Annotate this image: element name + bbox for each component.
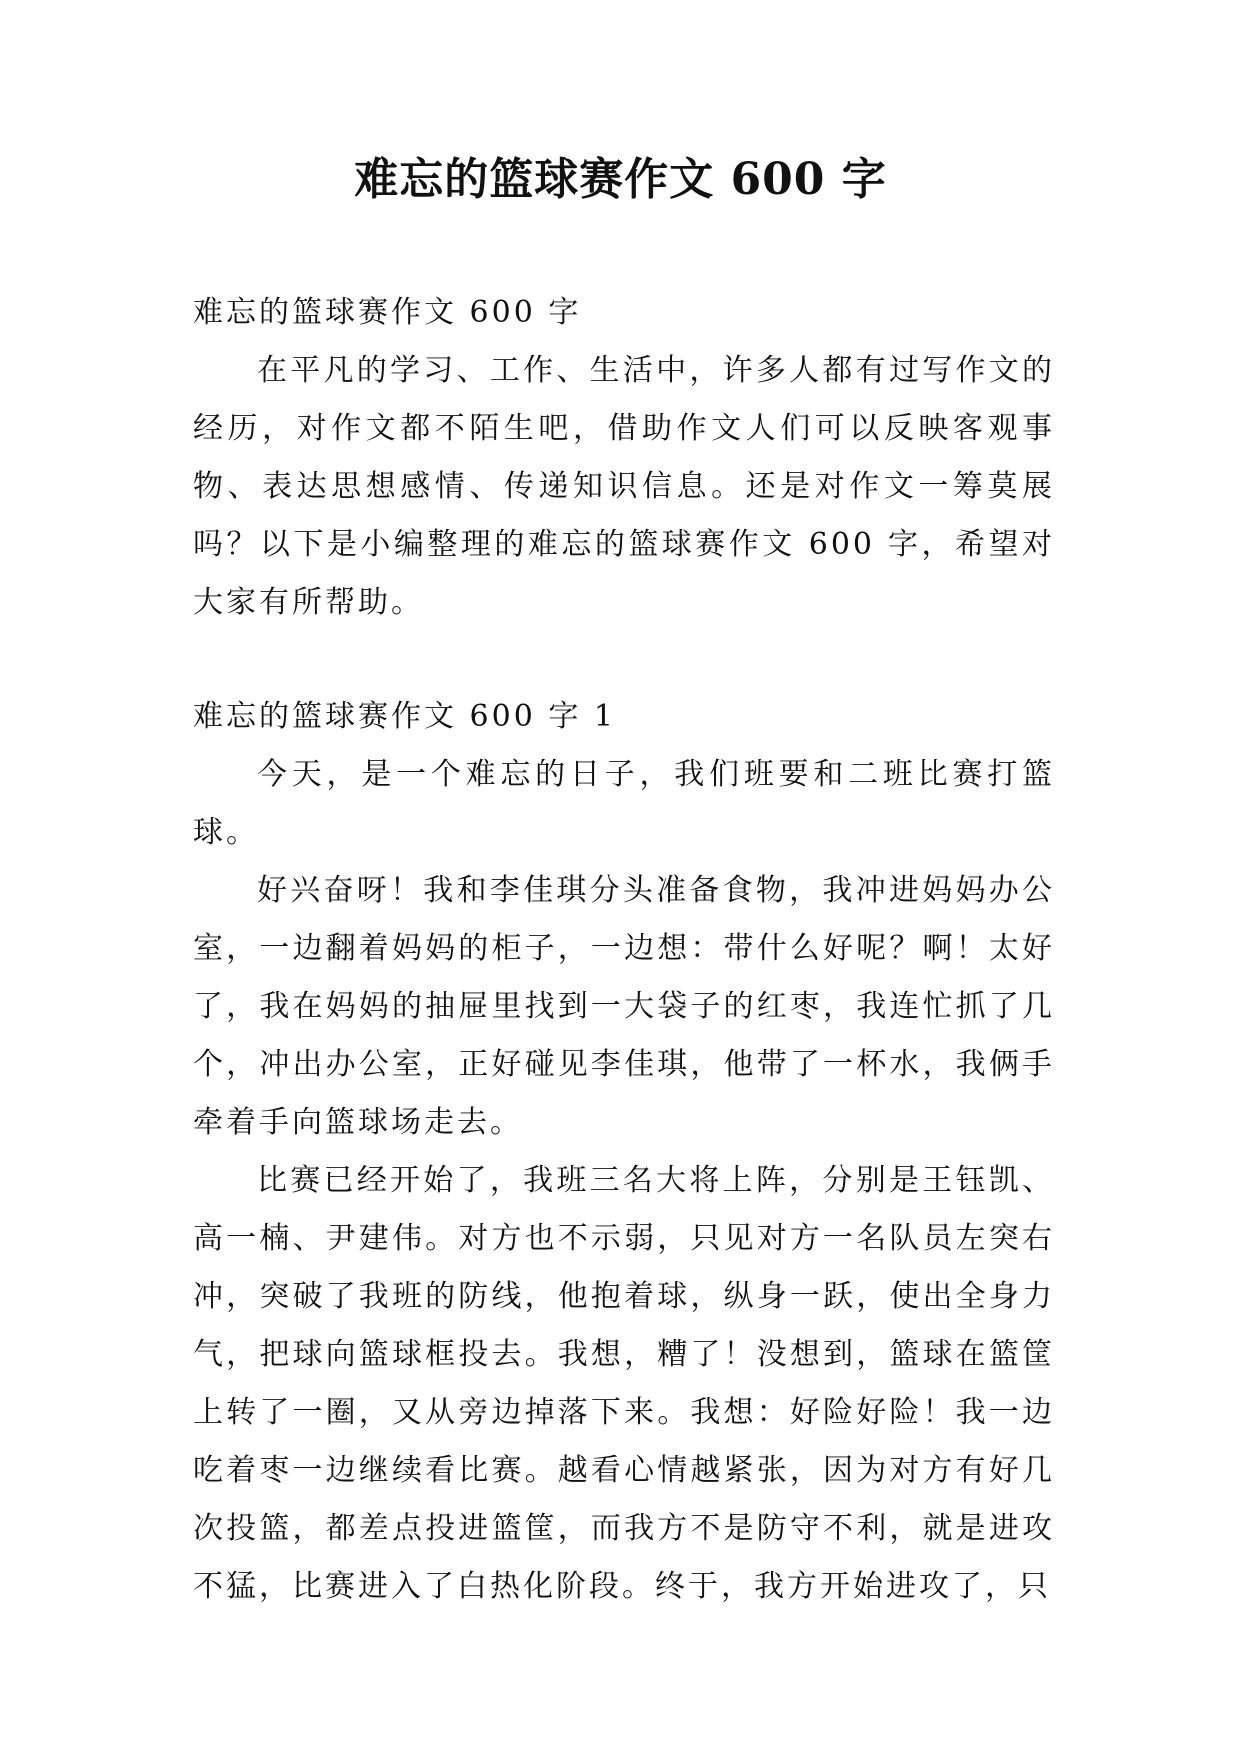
intro-paragraph: 在平凡的学习、工作、生活中，许多人都有过写作文的经历，对作文都不陌生吧，借助作文人们可以反映客观事物、表达思想感情、传递知识信息。还是对作文一筹莫展吗？以下是小编整理的难忘的篮球赛作文 600 字，希望对大家有所帮助。 [193, 353, 1055, 620]
section-spacer [193, 632, 1055, 688]
document-title: 难忘的篮球赛作文 600 字 [354, 154, 887, 205]
body-paragraph: 今天，是一个难忘的日子，我们班要和二班比赛打篮球。 [193, 757, 1055, 850]
intro-heading: 难忘的篮球赛作文 600 字 [193, 295, 582, 330]
body-paragraph: 好兴奋呀！我和李佳琪分头准备食物，我冲进妈妈办公室，一边翻着妈妈的柜子，一边想：带什么好呢？啊！太好了，我在妈妈的抽屉里找到一大袋子的红枣，我连忙抓了几个，冲出办公室，正好碰见李佳琪，他带了一杯水，我俩手牵着手向篮球场走去。 [193, 873, 1055, 1140]
body-paragraph: 比赛已经开始了，我班三名大将上阵，分别是王钰凯、高一楠、尹建伟。对方也不示弱，只见对方一名队员左突右冲，突破了我班的防线，他抱着球，纵身一跃，使出全身力气，把球向篮球框投去。我想，糟了！没想到，篮球在篮筐上转了一圈，又从旁边掉落下来。我想：好险好险！我一边吃着枣一边继续看比赛。越看心情越紧张，因为对方有好几次投篮，都差点投进篮筐，而我方不是防守不利，就是进攻不猛，比赛进入了白热化阶段。终于，我方开始进攻了，只 [193, 1163, 1055, 1604]
section-heading: 难忘的篮球赛作文 600 字 1 [193, 699, 616, 734]
document-body [193, 284, 1055, 1616]
